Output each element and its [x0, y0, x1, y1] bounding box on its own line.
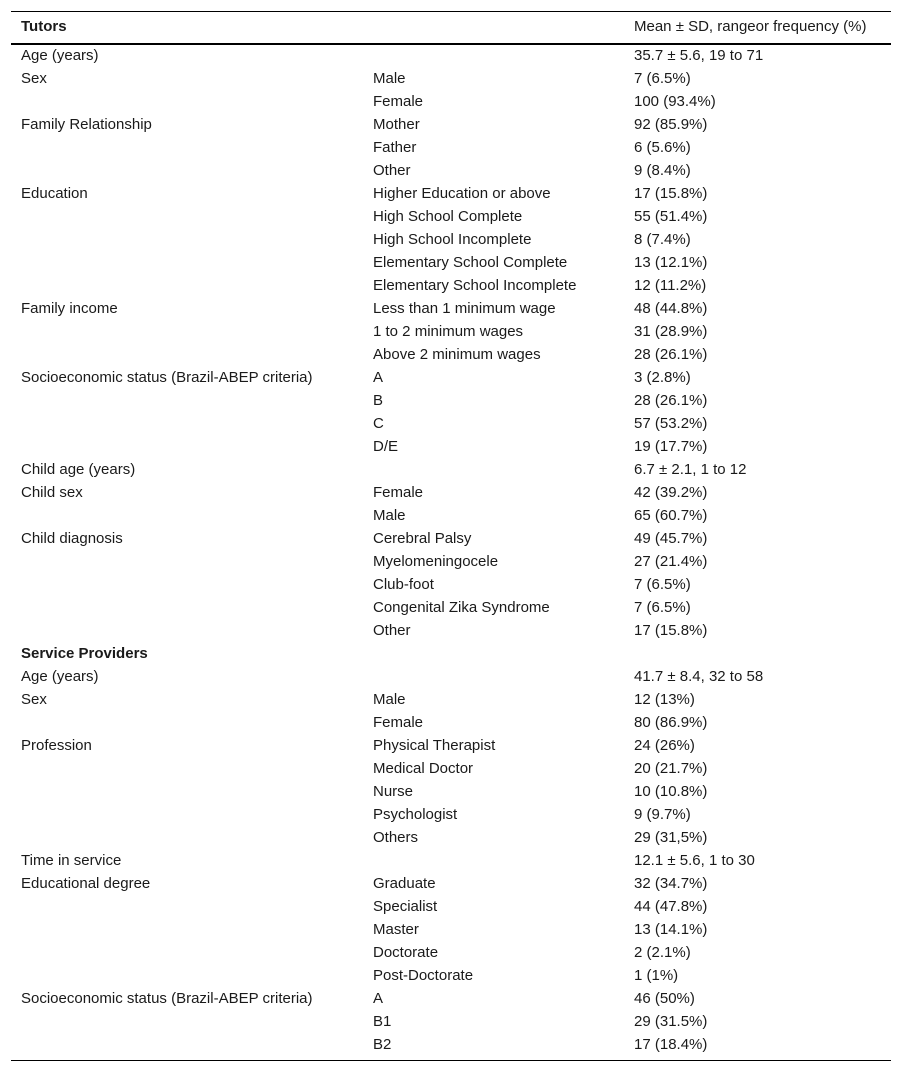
cell-c3: 80 (86.9%) — [634, 714, 708, 731]
cell-c3: 100 (93.4%) — [634, 93, 716, 110]
cell-c1: Profession — [21, 737, 92, 754]
cell-c3: 13 (12.1%) — [634, 254, 708, 271]
cell-c1: Socioeconomic status (Brazil-ABEP criteria) — [21, 990, 313, 1007]
table-row — [11, 205, 891, 228]
cell-c3: 8 (7.4%) — [634, 231, 691, 248]
cell-c2: Medical Doctor — [373, 760, 474, 777]
cell-c2: Congenital Zika Syndrome — [373, 599, 550, 616]
cell-c1: Family Relationship — [21, 116, 152, 133]
cell-c2: Master — [373, 921, 419, 938]
cell-c2: Male — [373, 691, 406, 708]
bottom-rule — [11, 1060, 891, 1061]
cell-c3: 44 (47.8%) — [634, 898, 708, 915]
cell-c2: Doctorate — [373, 944, 439, 961]
cell-c3: 29 (31.5%) — [634, 1013, 708, 1030]
table-row — [11, 757, 891, 780]
cell-c2: Female — [373, 93, 424, 110]
cell-c3: 55 (51.4%) — [634, 208, 708, 225]
cell-c1: Service Providers — [21, 645, 148, 662]
cell-c3: 49 (45.7%) — [634, 530, 708, 547]
table-row — [11, 987, 891, 1010]
table-row — [11, 1010, 891, 1033]
cell-c1: Education — [21, 185, 88, 202]
table-row — [11, 642, 891, 665]
table-row — [11, 67, 891, 90]
cell-c3: 10 (10.8%) — [634, 783, 708, 800]
cell-c2: High School Incomplete — [373, 231, 532, 248]
cell-c2: B1 — [373, 1013, 392, 1030]
cell-c1: Child diagnosis — [21, 530, 123, 547]
cell-c3: 9 (9.7%) — [634, 806, 691, 823]
table-row — [11, 113, 891, 136]
table-row — [11, 941, 891, 964]
table-row — [11, 826, 891, 849]
cell-c1: Sex — [21, 691, 47, 708]
cell-c2: Post-Doctorate — [373, 967, 474, 984]
cell-c3: 92 (85.9%) — [634, 116, 708, 133]
table-body — [11, 43, 891, 1056]
cell-c3: 65 (60.7%) — [634, 507, 708, 524]
table-row — [11, 849, 891, 872]
table-row — [11, 895, 891, 918]
table-row — [11, 228, 891, 251]
cell-c3: 29 (31,5%) — [634, 829, 708, 846]
cell-c3: 12.1 ± 5.6, 1 to 30 — [634, 852, 755, 869]
cell-c3: 17 (15.8%) — [634, 622, 708, 639]
cell-c2: Female — [373, 484, 424, 501]
cell-c2: Physical Therapist — [373, 737, 496, 754]
cell-c2: Cerebral Palsy — [373, 530, 472, 547]
cell-c3: 24 (26%) — [634, 737, 695, 754]
table-row — [11, 803, 891, 826]
cell-c2: Nurse — [373, 783, 414, 800]
cell-c1: Age (years) — [21, 668, 99, 685]
cell-c1: Child sex — [21, 484, 83, 501]
table-row — [11, 918, 891, 941]
cell-c3: 32 (34.7%) — [634, 875, 708, 892]
cell-c2: Elementary School Incomplete — [373, 277, 577, 294]
table-row — [11, 550, 891, 573]
cell-c1: Sex — [21, 70, 47, 87]
cell-c2: B — [373, 392, 384, 409]
cell-c2: D/E — [373, 438, 399, 455]
table-row — [11, 320, 891, 343]
cell-c3: 41.7 ± 8.4, 32 to 58 — [634, 668, 764, 685]
table-row — [11, 780, 891, 803]
cell-c3: 20 (21.7%) — [634, 760, 708, 777]
cell-c3: 3 (2.8%) — [634, 369, 691, 386]
table-row — [11, 504, 891, 527]
table-row — [11, 182, 891, 205]
cell-c2: C — [373, 415, 384, 432]
table-row — [11, 665, 891, 688]
cell-c3: 42 (39.2%) — [634, 484, 708, 501]
cell-c3: 57 (53.2%) — [634, 415, 708, 432]
cell-c1: Educational degree — [21, 875, 151, 892]
table-row — [11, 596, 891, 619]
table-row — [11, 159, 891, 182]
cell-c3: 13 (14.1%) — [634, 921, 708, 938]
header-col3: Mean ± SD, rangeor frequency (%) — [634, 18, 867, 35]
cell-c3: 12 (13%) — [634, 691, 695, 708]
cell-c2: High School Complete — [373, 208, 523, 225]
table-row — [11, 435, 891, 458]
cell-c2: A — [373, 990, 384, 1007]
cell-c2: Male — [373, 70, 406, 87]
cell-c2: Above 2 minimum wages — [373, 346, 541, 363]
cell-c3: 28 (26.1%) — [634, 346, 708, 363]
cell-c2: Less than 1 minimum wage — [373, 300, 556, 317]
cell-c2: Elementary School Complete — [373, 254, 568, 271]
table-row — [11, 343, 891, 366]
cell-c3: 17 (18.4%) — [634, 1036, 708, 1053]
cell-c3: 48 (44.8%) — [634, 300, 708, 317]
cell-c3: 7 (6.5%) — [634, 70, 691, 87]
cell-c3: 7 (6.5%) — [634, 599, 691, 616]
cell-c3: 9 (8.4%) — [634, 162, 691, 179]
table-row — [11, 90, 891, 113]
cell-c3: 6 (5.6%) — [634, 139, 691, 156]
cell-c2: Graduate — [373, 875, 436, 892]
cell-c3: 7 (6.5%) — [634, 576, 691, 593]
cell-c2: Higher Education or above — [373, 185, 551, 202]
cell-c1: Time in service — [21, 852, 122, 869]
cell-c2: B2 — [373, 1036, 392, 1053]
cell-c1: Child age (years) — [21, 461, 136, 478]
cell-c2: Other — [373, 162, 411, 179]
data-table — [11, 11, 891, 1061]
table-row — [11, 389, 891, 412]
table-row — [11, 711, 891, 734]
cell-c3: 12 (11.2%) — [634, 277, 707, 294]
cell-c2: 1 to 2 minimum wages — [373, 323, 524, 340]
table-row — [11, 734, 891, 757]
cell-c1: Socioeconomic status (Brazil-ABEP criteria) — [21, 369, 313, 386]
table-row — [11, 297, 891, 320]
cell-c2: Club-foot — [373, 576, 434, 593]
cell-c2: A — [373, 369, 384, 386]
cell-c3: 17 (15.8%) — [634, 185, 708, 202]
cell-c3: 2 (2.1%) — [634, 944, 691, 961]
table-row — [11, 44, 891, 67]
table-row — [11, 458, 891, 481]
cell-c3: 46 (50%) — [634, 990, 695, 1007]
cell-c1: Age (years) — [21, 47, 99, 64]
cell-c3: 6.7 ± 2.1, 1 to 12 — [634, 461, 747, 478]
table-row — [11, 366, 891, 389]
table-row — [11, 619, 891, 642]
cell-c2: Specialist — [373, 898, 438, 915]
table-row — [11, 274, 891, 297]
cell-c2: Father — [373, 139, 417, 156]
cell-c3: 1 (1%) — [634, 967, 679, 984]
cell-c2: Myelomeningocele — [373, 553, 499, 570]
table-row — [11, 251, 891, 274]
cell-c3: 31 (28.9%) — [634, 323, 708, 340]
cell-c2: Psychologist — [373, 806, 458, 823]
cell-c2: Male — [373, 507, 406, 524]
cell-c3: 27 (21.4%) — [634, 553, 708, 570]
cell-c3: 28 (26.1%) — [634, 392, 708, 409]
cell-c1: Family income — [21, 300, 118, 317]
cell-c3: 35.7 ± 5.6, 19 to 71 — [634, 47, 764, 64]
table-row — [11, 136, 891, 159]
table-row — [11, 573, 891, 596]
table-row — [11, 527, 891, 550]
table-row — [11, 872, 891, 895]
cell-c3: 19 (17.7%) — [634, 438, 708, 455]
table-row — [11, 688, 891, 711]
cell-c2: Female — [373, 714, 424, 731]
cell-c2: Other — [373, 622, 411, 639]
table-row — [11, 964, 891, 987]
header-col1: Tutors — [21, 18, 67, 35]
header-row — [11, 11, 891, 43]
table-row — [11, 481, 891, 504]
cell-c2: Mother — [373, 116, 420, 133]
cell-c2: Others — [373, 829, 419, 846]
table-row — [11, 412, 891, 435]
table-row — [11, 1033, 891, 1056]
